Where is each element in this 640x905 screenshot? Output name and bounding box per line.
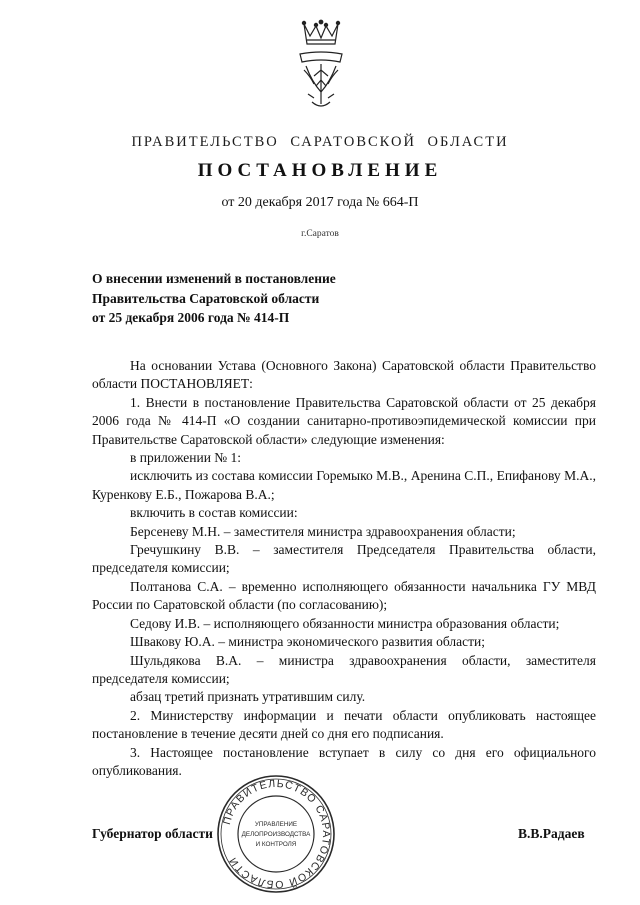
document-type: ПОСТАНОВЛЕНИЕ: [197, 160, 443, 181]
subject-line: О внесении изменений в постановление: [92, 271, 336, 286]
document-subject: [92, 269, 412, 328]
body-paragraph: абзац третий признать утратившим силу.: [130, 689, 366, 705]
body-paragraph: включить в состав комиссии:: [130, 505, 298, 521]
document-city: г.Саратов: [301, 229, 339, 239]
body-paragraph: 2. Министерству информации и печати области опубликовать настоящее постановление в течение десяти дней со дня его подписания.: [92, 707, 596, 742]
organization-name: ПРАВИТЕЛЬСТВО САРАТОВСКОЙ ОБЛАСТИ: [131, 134, 509, 150]
body-paragraph: Шульдякова В.А. – министра здравоохранения области, заместителя председателя комиссии;: [92, 652, 596, 686]
body-paragraph: исключить из состава комиссии Горемыко М.В., Аренина С.П., Епифанову М.А., Куренкову Е.Б., Пожарова В.А.;: [92, 468, 596, 502]
document-body: [92, 357, 596, 780]
body-paragraph: Полтанова С.А. – временно исполняющего обязанности начальника ГУ МВД России по Саратовской области (по согласованию);: [92, 578, 596, 613]
body-paragraph: На основании Устава (Основного Закона) Саратовской области Правительство области ПОСТАНОВЛЯЕТ:: [92, 358, 596, 392]
body-paragraph: 1. Внести в постановление Правительства Саратовской области от 25 декабря 2006 года № 414-П «О создании санитарно-противоэпидемической комиссии при Правительстве Саратовской области» следующие изменения:: [92, 394, 596, 447]
body-paragraph: Швакову Ю.А. – министра экономического развития области;: [130, 634, 485, 650]
seal-line: УПРАВЛЕНИЕ: [254, 821, 298, 828]
seal-outer-text: ПРАВИТЕЛЬСТВО САРАТОВСКОЙ ОБЛАСТИ: [220, 777, 333, 891]
body-paragraph: Гречушкину В.В. – заместителя Председателя Правительства области, председателя комиссии;: [92, 542, 596, 576]
body-paragraph: Седову И.В. – исполняющего обязанности министра образования области;: [130, 615, 560, 631]
signature-position: Губернатор области: [92, 826, 213, 841]
coat-of-arms-emblem: [290, 14, 352, 118]
document-date-number: от 20 декабря 2017 года № 664-П: [221, 195, 419, 210]
signature-name: В.В.Радаев: [518, 826, 585, 841]
seal-line: ДЕЛОПРОИЗВОДСТВА: [241, 831, 311, 838]
body-paragraph: 3. Настоящее постановление вступает в силу со дня его официального опубликования.: [92, 744, 596, 778]
body-paragraph: Берсеневу М.Н. – заместителя министра здравоохранения области;: [130, 523, 516, 539]
seal-line: И КОНТРОЛЯ: [255, 841, 297, 848]
body-paragraph: в приложении № 1:: [130, 450, 242, 466]
official-seal-stamp: [215, 773, 337, 895]
subject-line: от 25 декабря 2006 года № 414-П: [92, 310, 290, 325]
subject-line: Правительства Саратовской области: [92, 290, 320, 306]
